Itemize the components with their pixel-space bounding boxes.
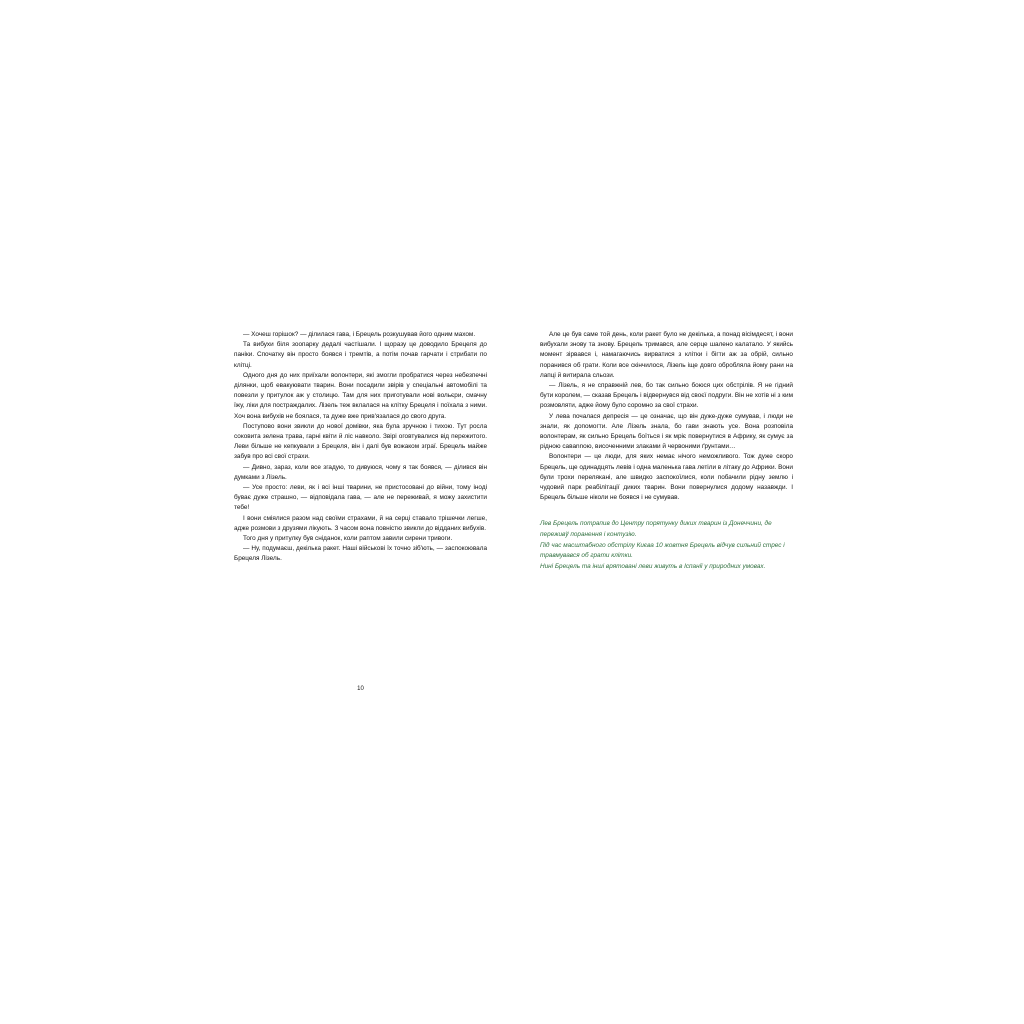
paragraph: Того дня у притулку був сніданок, коли раптом завили сирени тривоги. (243, 535, 453, 543)
paragraph: Волонтери — це люди, для яких немає нічого неможливого. Тож дуже скоро Брецель, ще одинадцять левів і одна маленька гава летіли в літаку до Африки. Вони були трохи перелякані, але швидко заспокоїлися, коли побачили рідну землю і чудовий парк реабілітації диких тварин. Вони повернулися додому назавжди. І Брецель більше ніколи не боявся і не сумував. (540, 453, 793, 502)
paragraph: Поступово вони звикли до нової домівки, яка була зручною і тихою. Тут росла соковита зелена трава, гарні квіти й ліс навколо. Звірі оговтувалися від пережитого. Леви більше не кепкували з Брецеля, він і далі був вожаком зграї. Брецель майже забув про всі свої страхи. (234, 422, 487, 461)
paragraph: Та вибухи біля зоопарку дедалі частішали. І щоразу це доводило Брецеля до паніки. Спочатку він просто боявся і тремтів, а потім почав гарчати і стрибати по клітці. (234, 341, 487, 369)
afterword-line: Лев Брецель потрапив до Центру порятунку диких тварин із Донеччини, де переживў поранення і контузію. (540, 520, 772, 539)
paragraph: Але це був саме той день, коли ракет було не декілька, а понад вісімдесят, і вони вибухали знову та знову. Брецель тримався, але серце шалено калатало. У якийсь момент зірвався і, намагаючись вирватися з клітки і бігти аж за обрій, сильно поранився об грати. Коли все скінчилося, Лізель іще довго обробляла йому рани на лапці й витирала сльози. (540, 331, 793, 379)
page-number: 10 (357, 686, 364, 692)
paragraph: — Усе просто: леви, як і всі інші тварини, не пристосовані до війни, тому іноді буває дуже страшно, — відповідала гава, — але не переживай, я можу захистити тебе! (234, 484, 487, 512)
paragraph: — Хочеш горішок? — ділилася гава, і Брецель розкушував його одним махом. (243, 331, 476, 338)
right-page (540, 330, 793, 572)
afterword-line: Під час масштабного обстрілу Києва 10 жовтня Брецель відчув сильний стрес і травмувався об грати клітки. (540, 541, 785, 560)
paragraph: У лева почалася депресія — це означає, що він дуже-дуже сумував, і люди не знали, як допомогти. Але Лізель знала, бо гави знають усе. Вона розповіла волонтерам, як сильно Брецель боїться і як мріє повернутися в Африку, як сумує за рідною савannoю, височенними злаками й червоними ґрунтами… (540, 412, 793, 451)
paragraph: І вони сміялися разом над своїми страхами, й на серці ставало трішечки легше, адже розмови з друзями лікують. З часом вона повністю звикли до відданих вибухів. (234, 514, 487, 532)
afterword-note (540, 519, 793, 572)
paragraph: — Лізель, я не справжній лев, бо так сильно боюся цих обстрілів. Я не гідний бути королем, — сказав Брецель і відвернувся від своєї подруги. Він не хотів ні з ким розмовляти, адже йому було соромно за свої страхи. (540, 382, 793, 410)
paragraph: — Дивно, зараз, коли все згадую, то дивуюся, чому я так боявся, — ділився він думками з Лізель. (234, 463, 487, 481)
left-page (234, 330, 487, 565)
paragraph: Одного дня до них приїхали волонтери, які змогли пробратися через небезпечні ділянки, щоб евакуювати тварин. Вони посадили звірів у спеціальні автомобілі та повезли у притулок аж у столицю. Там для них приготували нові вольєри, смачну їжу, ліки для постраждалих. Лізель теж вклалася на клітку Брецеля і поїхала з ними. Хоч вона вибухів не боялася, та дуже вже прив'язалася до свого друга. (234, 371, 487, 420)
paragraph: — Ну, подумаєш, декілька ракет. Наші військові їх точно зіб'ють, — заспокоювала Брецеля Лізель. (234, 545, 487, 563)
afterword-line: Нині Брецель та інші врятовані леви живуть в Іспанії у природних умовах. (540, 562, 766, 570)
